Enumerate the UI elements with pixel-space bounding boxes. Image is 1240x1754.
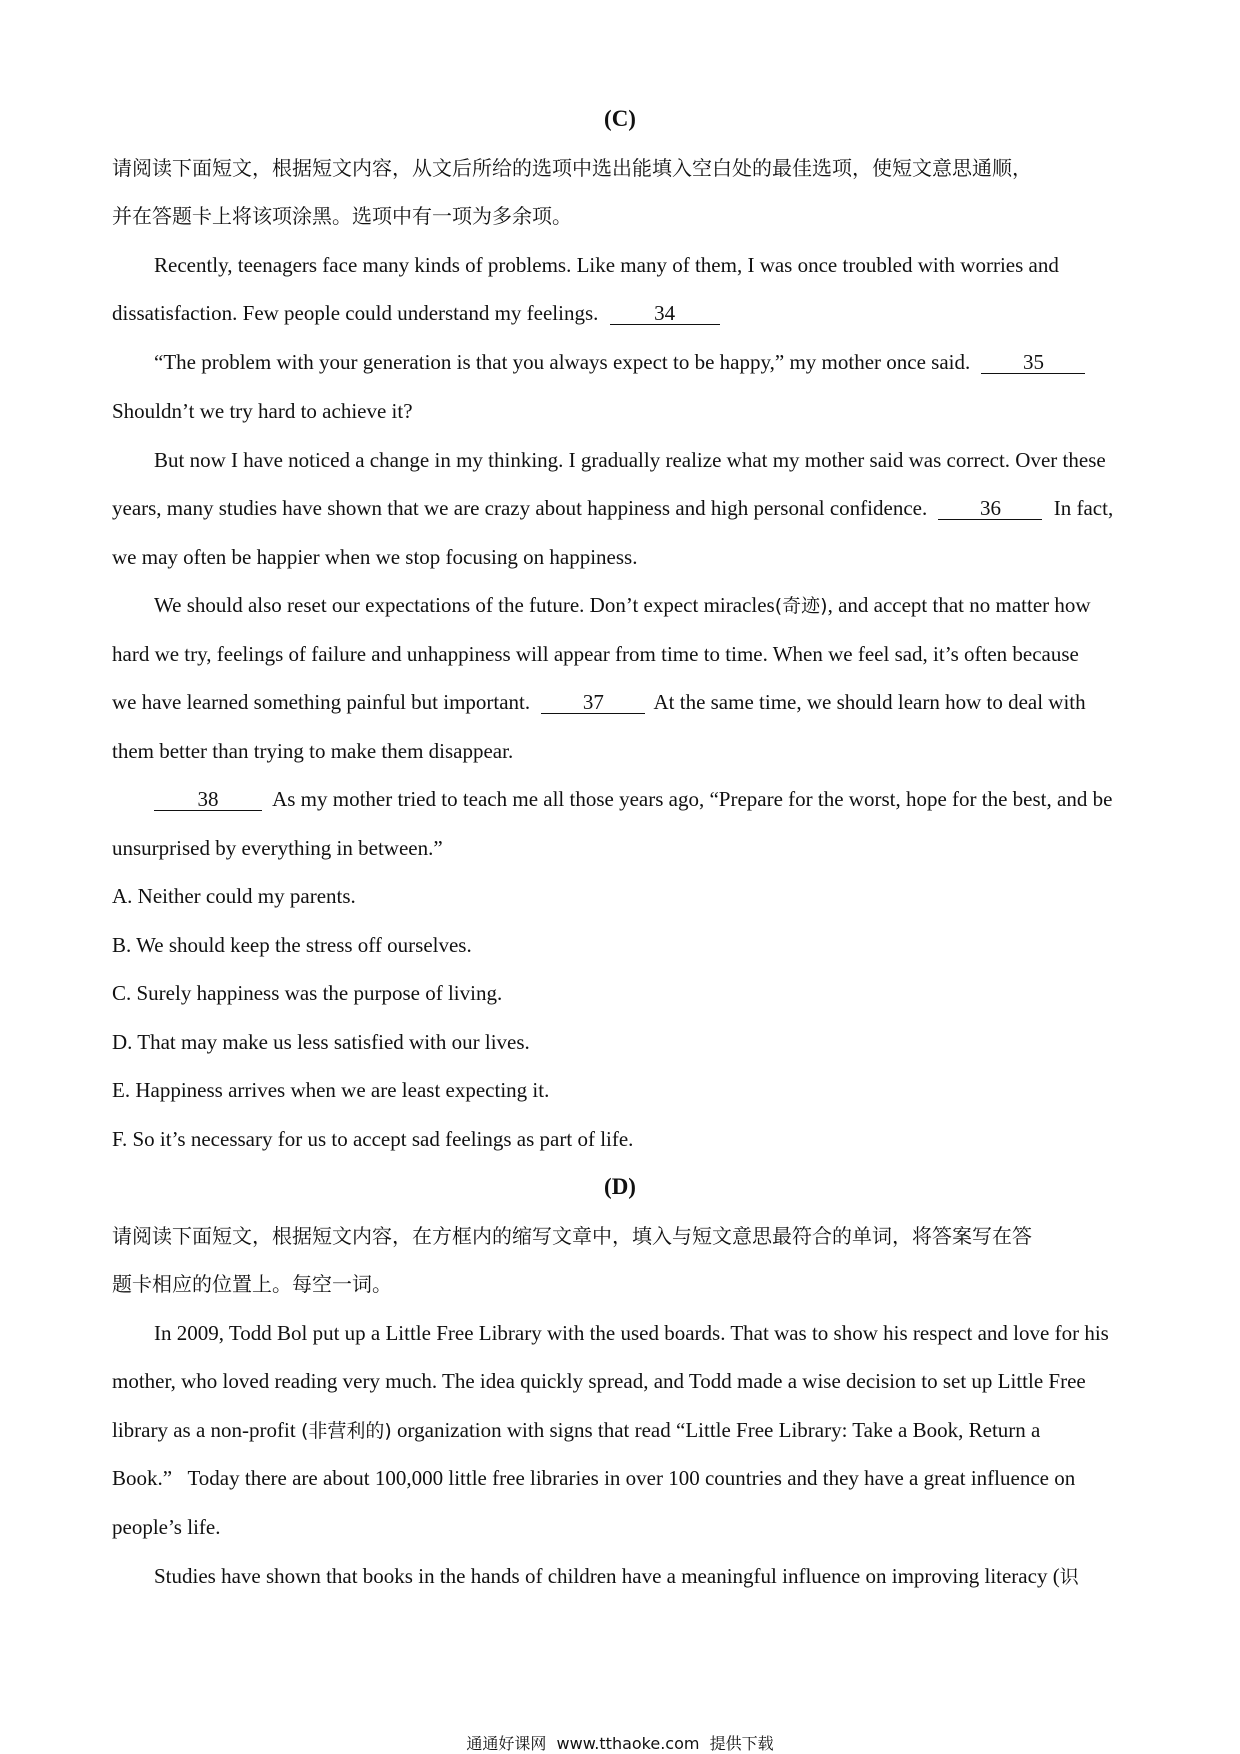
passage-c-text: dissatisfaction. Few people could understand my feelings. [112,301,599,325]
option-c: C. Surely happiness was the purpose of living. [112,981,503,1005]
option-a: A. Neither could my parents. [112,884,356,908]
passage-c-paragraph-3-line-2 [112,495,1113,521]
page-footer: 通通好课网 www.tthaoke.com 提供下载 [466,1734,774,1753]
passage-c-paragraph-3-line-1: But now I have noticed a change in my thinking. I gradually realize what my mother said was correct. Over these [154,448,1106,472]
passage-c-text: In fact, [1053,496,1114,520]
passage-c-text: we have learned something painful but important. [112,690,531,714]
option-e: E. Happiness arrives when we are least expecting it. [112,1078,550,1102]
answer-blank-38: 38 [154,788,262,811]
passage-c-paragraph-4-line-3 [112,689,1086,715]
passage-c-paragraph-4-line-2: hard we try, feelings of failure and unhappiness will appear from time to time. When we feel sad, it’s often because [112,642,1079,666]
passage-c-paragraph-1-line-2 [112,300,720,326]
chinese-gloss: 识 [1059,1566,1079,1588]
passage-c-text: At the same time, we should learn how to deal with [653,690,1086,714]
passage-c-text: We should also reset our expectations of the future. Don’t expect miracles [154,593,775,617]
section-d-instruction-line-2: 题卡相应的位置上。每空一词。 [112,1272,392,1296]
passage-d-text: library as a non-profit [112,1418,296,1442]
section-d-instruction-line-1: 请阅读下面短文，根据短文内容，在方框内的缩写文章中，填入与短文意思最符合的单词，将答案写在答 [112,1224,1032,1248]
chinese-gloss: (奇迹) [774,595,828,617]
passage-c-paragraph-4-line-4: them better than trying to make them disappear. [112,739,514,763]
answer-blank-34: 34 [610,302,720,325]
passage-d-text: organization with signs that read “Little Free Library: Take a Book, Return a [397,1418,1041,1442]
passage-d-paragraph-1-line-2: mother, who loved reading very much. The idea quickly spread, and Todd made a wise decision to set up Little Free [112,1369,1086,1393]
passage-c-paragraph-5-line-2: unsurprised by everything in between.” [112,836,443,860]
passage-d-paragraph-2-line-1 [154,1563,1079,1590]
passage-c-text: , and accept that no matter how [827,593,1091,617]
passage-c-paragraph-5-line-1 [154,786,1112,812]
section-c-instruction-line-1: 请阅读下面短文，根据短文内容，从文后所给的选项中选出能填入空白处的最佳选项，使短文意思通顺， [112,156,1032,180]
passage-c-paragraph-4-line-1 [154,592,1091,619]
passage-c-paragraph-3-line-3: we may often be happier when we stop focusing on happiness. [112,545,638,569]
passage-d-text: Studies have shown that books in the hands of children have a meaningful influence on improving literacy ( [154,1564,1060,1588]
answer-blank-36: 36 [938,497,1042,520]
section-c-instruction-line-2: 并在答题卡上将该项涂黑。选项中有一项为多余项。 [112,204,572,228]
chinese-gloss: (非营利的) [300,1420,392,1442]
passage-d-paragraph-1-line-4: Book.” Today there are about 100,000 little free libraries in over 100 countries and they have a great influence on [112,1466,1076,1490]
passage-c-paragraph-2-line-2: Shouldn’t we try hard to achieve it? [112,399,413,423]
option-f: F. So it’s necessary for us to accept sad feelings as part of life. [112,1127,634,1151]
passage-d-paragraph-1-line-5: people’s life. [112,1515,221,1539]
passage-c-text: “The problem with your generation is that you always expect to be happy,” my mother once said. [154,350,971,374]
section-d-heading: (D) [604,1174,636,1199]
passage-c-text: years, many studies have shown that we are crazy about happiness and high personal confidence. [112,496,928,520]
passage-d-paragraph-1-line-1: In 2009, Todd Bol put up a Little Free Library with the used boards. That was to show his respect and love for his [154,1321,1109,1345]
section-c-heading: (C) [604,106,636,131]
option-b: B. We should keep the stress off ourselves. [112,933,472,957]
passage-c-paragraph-1-line-1: Recently, teenagers face many kinds of problems. Like many of them, I was once troubled with worries and [154,253,1059,277]
answer-blank-35: 35 [981,351,1085,374]
passage-c-paragraph-2-line-1 [154,349,1085,375]
option-d: D. That may make us less satisfied with our lives. [112,1030,530,1054]
passage-c-text: As my mother tried to teach me all those years ago, “Prepare for the worst, hope for the best, and be [272,787,1113,811]
answer-blank-37: 37 [541,691,645,714]
passage-d-paragraph-1-line-3 [112,1417,1040,1444]
